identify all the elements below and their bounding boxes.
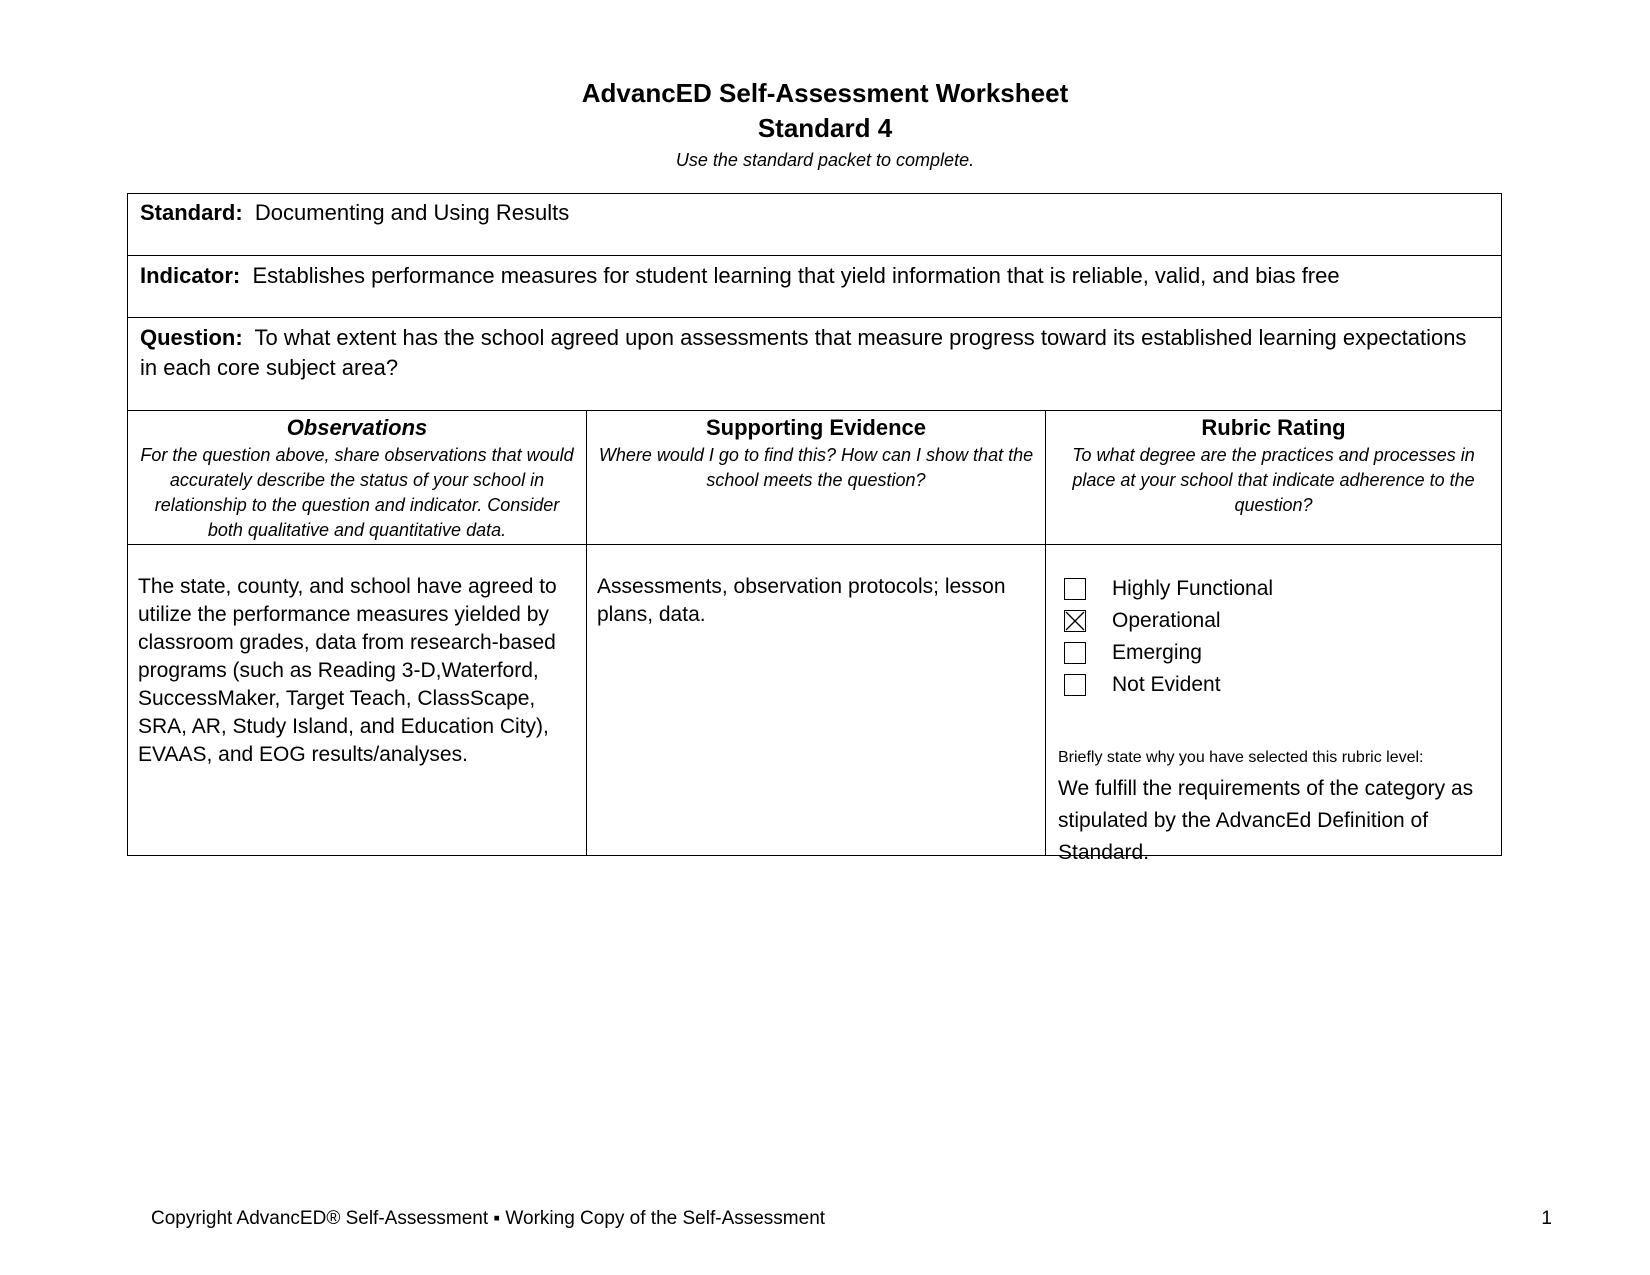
rubric-title: Rubric Rating — [1201, 415, 1346, 440]
rubric-description: To what degree are the practices and processes in place at your school that indicate adherence to the question? — [1072, 445, 1475, 515]
observations-title: Observations — [286, 415, 428, 440]
instruction-text: Use the standard packet to complete. — [675, 150, 975, 170]
evidence-header — [587, 411, 1045, 545]
rubric-option-label: Emerging — [1112, 641, 1202, 664]
evidence-content: Assessments, observation protocols; lesson plans, data. — [597, 575, 1006, 626]
rubric-option-label: Highly Functional — [1112, 577, 1274, 600]
justification-prompt: Briefly state why you have selected this rubric level: — [1058, 749, 1424, 766]
indicator-label: Indicator: — [140, 263, 241, 288]
rubric-justification — [1046, 701, 1501, 869]
rubric-option-operational[interactable] — [1064, 605, 1491, 637]
standard-label: Standard: — [140, 200, 243, 225]
question-value: To what extent has the school agreed upon assessments that measure progress toward its established learning expectations in each core subject area? — [140, 325, 1467, 380]
checkbox-icon[interactable] — [1064, 578, 1086, 600]
question-label: Question: — [140, 325, 243, 350]
rubric-option-emerging[interactable] — [1064, 637, 1491, 669]
rubric-option-label: Operational — [1112, 609, 1221, 632]
evidence-column — [587, 411, 1046, 855]
footer-copyright: Copyright AdvancED® Self-Assessment ▪ Working Copy of the Self-Assessment — [151, 1208, 826, 1229]
rubric-header — [1046, 411, 1501, 545]
question-row — [128, 318, 1501, 411]
justification-answer: We fulfill the requirements of the category as stipulated by the AdvancEd Definition of Standard. — [1058, 777, 1474, 864]
rubric-column — [1046, 411, 1501, 864]
page-number: 1 — [1541, 1208, 1552, 1229]
observations-header — [128, 411, 586, 545]
rubric-option-label: Not Evident — [1112, 673, 1221, 696]
observations-content: The state, county, and school have agreed to utilize the performance measures yielded by classroom grades, data from research-based programs (such as Reading 3-D,Waterford, SuccessMaker, Target Teach, ClassScape, SRA, AR, Study Island, and Education City), EVAAS, and EOG results/analyses. — [138, 575, 557, 766]
standard-row — [128, 194, 1501, 256]
observations-column — [128, 411, 587, 855]
rubric-option-not-evident[interactable] — [1064, 669, 1491, 701]
rubric-options — [1046, 545, 1501, 701]
evidence-title: Supporting Evidence — [705, 415, 927, 440]
worksheet-title: AdvancED Self-Assessment Worksheet — [581, 78, 1069, 108]
indicator-value: Establishes performance measures for student learning that yield information that is reliable, valid, and bias free — [252, 263, 1340, 288]
indicator-row — [128, 256, 1501, 318]
checkbox-icon[interactable] — [1064, 642, 1086, 664]
standard-value: Documenting and Using Results — [254, 200, 570, 225]
checkbox-icon[interactable] — [1064, 674, 1086, 696]
checked-checkbox-icon[interactable] — [1064, 610, 1086, 632]
worksheet-table — [127, 193, 1502, 864]
observations-description: For the question above, share observations that would accurately describe the status of your school in relationship to the question and indicator. Consider both qualitative and quantitative data. — [140, 445, 574, 540]
evidence-description: Where would I go to find this? How can I show that the school meets the question? — [598, 445, 1034, 490]
rubric-option-highly-functional[interactable] — [1064, 573, 1491, 605]
standard-number: Standard 4 — [757, 113, 893, 143]
